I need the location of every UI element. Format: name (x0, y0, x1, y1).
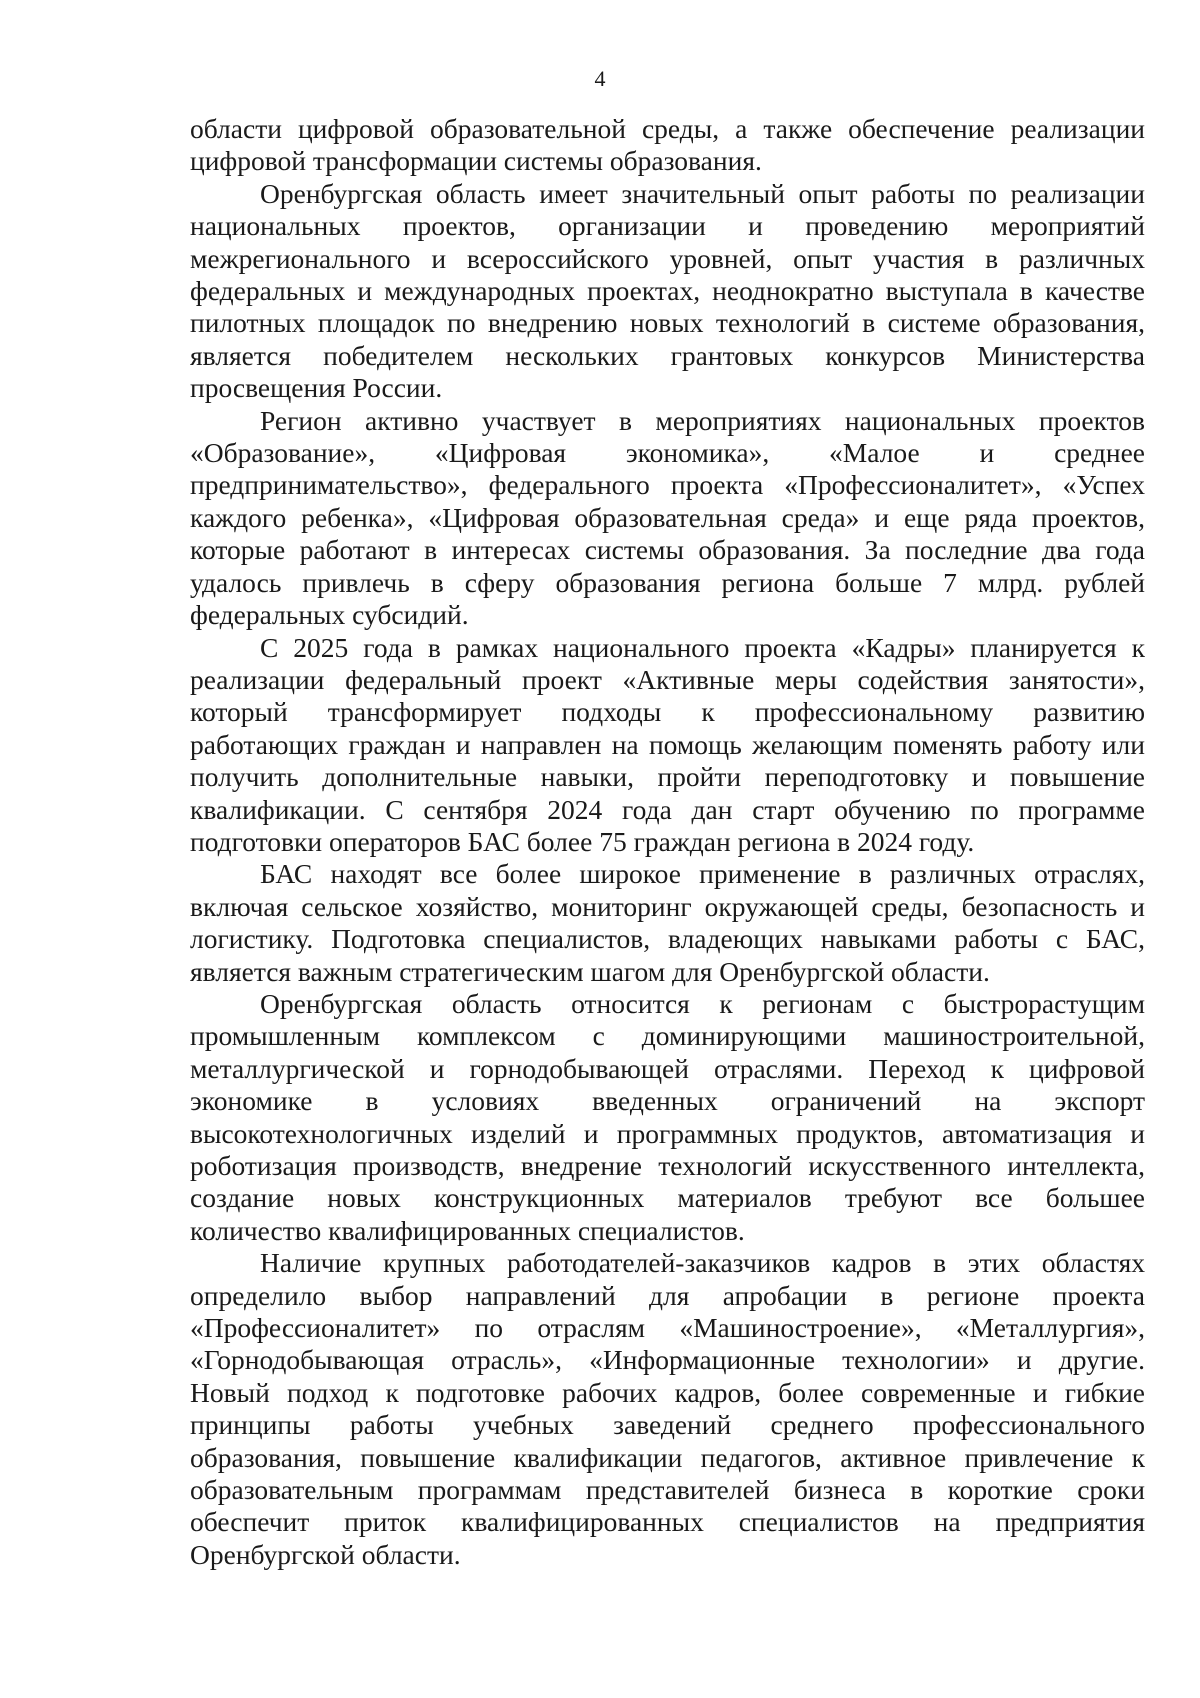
text-line: количество квалифицированных специалистов. (190, 1214, 745, 1246)
text-line: является важным стратегическим шагом для Оренбургской области. (190, 955, 990, 987)
text-line: образовательным программам представителей бизнеса в короткие сроки (190, 1474, 1145, 1506)
text-line: «Горнодобывающая отрасль», «Информационные технологии» и другие. (190, 1344, 1145, 1376)
text-line: роботизация производств, внедрение технологий искусственного интеллекта, (190, 1150, 1145, 1181)
text-line: образования, повышение квалификации педагогов, активное привлечение к (190, 1441, 1145, 1473)
text-line: федеральных субсидий. (190, 599, 469, 631)
text-line: которые работают в интересах системы образования. За последние два года (190, 534, 1145, 566)
text-line: «Образование», «Цифровая экономика», «Малое и среднее (190, 437, 1145, 469)
paragraph (190, 405, 1145, 632)
text-line: принципы работы учебных заведений среднего профессионального (190, 1409, 1145, 1441)
text-line: логистику. Подготовка специалистов, владеющих навыками работы с БАС, (190, 923, 1145, 955)
text-line: предпринимательство», федерального проекта «Профессионалитет», «Успех (190, 469, 1145, 501)
text-line: каждого ребенка», «Цифровая образовательная среда» и еще ряда проектов, (190, 501, 1145, 533)
text-line: Оренбургская область относится к регионам с быстрорастущим (260, 987, 1145, 1019)
text-line: квалификации. С сентября 2024 года дан старт обучению по программе (190, 793, 1145, 825)
paragraph (190, 858, 1145, 988)
text-line: промышленным комплексом с доминирующими машиностроительной, (190, 1020, 1145, 1052)
text-line: федеральных и международных проектах, неоднократно выступала в качестве (190, 275, 1145, 307)
text-line: создание новых конструкционных материалов требуют все большее (190, 1182, 1145, 1214)
paragraph (190, 988, 1145, 1247)
text-line: цифровой трансформации системы образования. (190, 145, 762, 177)
text-line: который трансформирует подходы к профессиональному развитию (190, 696, 1145, 728)
text-line: металлургической и горнодобывающей отраслями. Переход к цифровой (190, 1052, 1145, 1084)
text-line: БАС находят все более широкое применение в различных отраслях, (260, 858, 1145, 890)
text-line: обеспечит приток квалифицированных специалистов на предприятия (190, 1506, 1145, 1538)
text-line: Оренбургской области. (190, 1538, 461, 1570)
document-body (190, 113, 1145, 1571)
text-line: экономике в условиях введенных ограничений на экспорт (190, 1085, 1145, 1117)
text-line: Новый подход к подготовке рабочих кадров, более современные и гибкие (190, 1376, 1145, 1408)
text-line: пилотных площадок по внедрению новых технологий в системе образования, (190, 307, 1145, 339)
text-line: Регион активно участвует в мероприятиях национальных проектов (260, 404, 1145, 436)
text-line: национальных проектов, организации и проведению мероприятий (190, 210, 1145, 242)
paragraph (190, 1247, 1145, 1571)
text-line: определило выбор направлений для апробации в регионе проекта (190, 1279, 1145, 1311)
text-line: подготовки операторов БАС более 75 граждан региона в 2024 году. (190, 825, 975, 857)
text-line: удалось привлечь в сферу образования региона больше 7 млрд. рублей (190, 566, 1145, 598)
text-line: получить дополнительные навыки, пройти переподготовку и повышение (190, 761, 1145, 793)
text-line: является победителем нескольких грантовых конкурсов Министерства (190, 339, 1145, 371)
text-line: высокотехнологичных изделий и программных продуктов, автоматизация и (190, 1117, 1145, 1149)
text-line: С 2025 года в рамках национального проекта «Кадры» планируется к (260, 631, 1145, 663)
text-line: «Профессионалитет» по отраслям «Машиностроение», «Металлургия», (190, 1312, 1145, 1344)
text-line: включая сельское хозяйство, мониторинг окружающей среды, безопасность и (190, 890, 1145, 922)
text-line: работающих граждан и направлен на помощь желающим поменять работу или (190, 728, 1145, 760)
text-line: реализации федеральный проект «Активные меры содействия занятости», (190, 663, 1145, 695)
text-line: области цифровой образовательной среды, а также обеспечение реализации (190, 113, 1145, 144)
text-line: Оренбургская область имеет значительный опыт работы по реализации (260, 177, 1145, 209)
text-line: просвещения России. (190, 372, 443, 404)
page-number: 4 (594, 66, 606, 91)
text-line: Наличие крупных работодателей-заказчиков кадров в этих областях (260, 1247, 1145, 1279)
paragraph (190, 632, 1145, 859)
paragraph (190, 113, 1145, 178)
paragraph (190, 178, 1145, 405)
text-line: межрегионального и всероссийского уровней, опыт участия в различных (190, 242, 1145, 274)
